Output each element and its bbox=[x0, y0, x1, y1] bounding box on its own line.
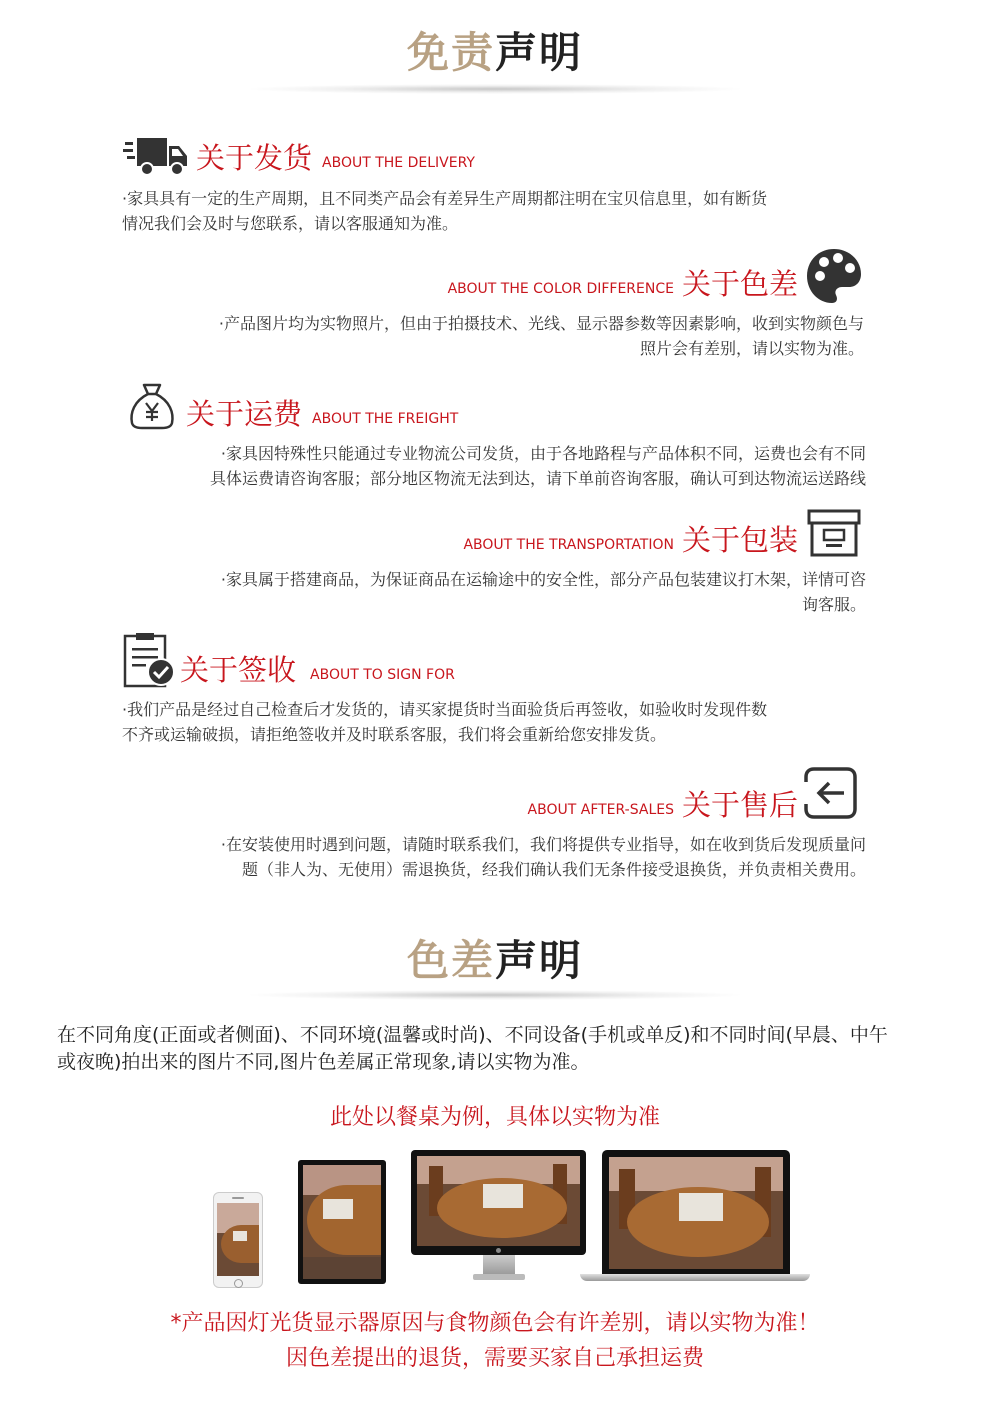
section-color-text bbox=[219, 311, 864, 361]
disclaimer-title bbox=[0, 20, 990, 80]
laptop-base bbox=[580, 1274, 810, 1281]
color-warning bbox=[0, 1306, 990, 1376]
tablet-device bbox=[298, 1160, 386, 1284]
section-freight-title bbox=[186, 398, 466, 430]
color-diff-title-gold: 色差 bbox=[406, 936, 495, 985]
laptop-lid bbox=[602, 1150, 790, 1274]
example-note: 此处以餐桌为例，具体以实物为准 bbox=[329, 1105, 660, 1130]
text-line: 情况我们会及时与您联系，请以客服通知为准。 bbox=[122, 214, 459, 233]
warning-line: 因色差提出的退货，需要买家自己承担运费 bbox=[285, 1346, 704, 1371]
tablet-screen-photo bbox=[303, 1165, 381, 1279]
truck-icon bbox=[123, 136, 189, 182]
palette-icon bbox=[804, 246, 864, 310]
section-freight-text bbox=[210, 441, 866, 491]
text-line: 题（非人为、无使用）需退换货，经我们确认我们无条件接受退换货，并负责相关费用。 bbox=[241, 860, 866, 879]
title-divider bbox=[250, 990, 740, 1000]
monitor-bezel bbox=[411, 1150, 586, 1255]
text-line: ·产品图片均为实物照片，但由于拍摄技术、光线、显示器参数等因素影响，收到实物颜色与 bbox=[218, 314, 864, 333]
text-line: ·家具具有一定的生产周期，且不同类产品会有差异生产周期都注明在宝贝信息里，如有断货 bbox=[122, 189, 768, 208]
section-sign-cn: 关于签收 bbox=[180, 653, 297, 687]
section-color-title bbox=[440, 268, 798, 300]
section-package-text bbox=[221, 567, 866, 617]
title-divider bbox=[250, 84, 740, 94]
monitor-screen-photo bbox=[417, 1156, 580, 1246]
section-aftersales-title bbox=[520, 789, 798, 821]
section-aftersales-en: ABOUT AFTER-SALES bbox=[527, 802, 674, 818]
monitor-logo bbox=[496, 1248, 501, 1253]
monitor-base bbox=[473, 1274, 525, 1280]
package-box-icon bbox=[807, 509, 861, 561]
section-freight-en: ABOUT THE FREIGHT bbox=[312, 411, 459, 427]
money-bag-icon bbox=[128, 381, 176, 435]
laptop-screen-photo bbox=[609, 1157, 783, 1269]
warning-line: *产品因灯光货显示器原因与食物颜色会有许差别，请以实物为准！ bbox=[170, 1311, 820, 1336]
section-package-title bbox=[455, 524, 798, 556]
phone-home-button bbox=[234, 1279, 243, 1288]
text-line: 具体运费请咨询客服；部分地区物流无法到达，请下单前咨询客服，确认可到达物流运送路线 bbox=[209, 469, 866, 488]
section-color-en: ABOUT THE COLOR DIFFERENCE bbox=[447, 281, 674, 297]
text-line: 在不同角度(正面或者侧面)、不同环境(温馨或时尚)、不同设备(手机或单反)和不同时间(早晨、中午 bbox=[57, 1024, 888, 1046]
disclaimer-title-dark: 声明 bbox=[495, 28, 584, 77]
text-line: 不齐或运输破损，请拒绝签收并及时联系客服，我们将会重新给您安排发货。 bbox=[122, 725, 667, 744]
color-diff-title bbox=[0, 928, 990, 988]
section-aftersales-text bbox=[221, 832, 866, 882]
section-delivery-cn: 关于发货 bbox=[196, 141, 313, 175]
text-line: ·家具因特殊性只能通过专业物流公司发货，由于各地路程与产品体积不同，运费也会有不同 bbox=[220, 444, 866, 463]
color-diff-title-dark: 声明 bbox=[495, 936, 584, 985]
disclaimer-title-gold: 免责 bbox=[406, 28, 495, 77]
section-freight-cn: 关于运费 bbox=[186, 397, 303, 431]
phone-screen-photo bbox=[217, 1203, 259, 1276]
section-sign-text bbox=[122, 697, 767, 747]
section-color-cn: 关于色差 bbox=[681, 267, 798, 301]
text-line: 照片会有差别，请以实物为准。 bbox=[639, 339, 864, 358]
section-aftersales-cn: 关于售后 bbox=[681, 788, 798, 822]
section-sign-title bbox=[180, 654, 463, 686]
text-line: ·我们产品是经过自己检查后才发货的，请买家提货时当面验货后再签收，如验收时发现件数 bbox=[122, 700, 768, 719]
section-sign-en: ABOUT TO SIGN FOR bbox=[310, 667, 455, 683]
section-delivery-title bbox=[196, 142, 483, 174]
section-delivery-text bbox=[122, 186, 767, 236]
section-delivery-en: ABOUT THE DELIVERY bbox=[322, 155, 475, 171]
clipboard-check-icon bbox=[123, 632, 177, 692]
color-diff-paragraph bbox=[57, 1022, 937, 1076]
monitor-device bbox=[411, 1150, 586, 1284]
text-line: 询客服。 bbox=[801, 595, 866, 614]
return-arrow-icon bbox=[804, 766, 858, 824]
text-line: ·在安装使用时遇到问题，请随时联系我们，我们将提供专业指导，如在收到货后发现质量问 bbox=[220, 835, 866, 854]
section-package-cn: 关于包装 bbox=[681, 523, 798, 557]
phone-device bbox=[213, 1192, 263, 1288]
text-line: ·家具属于搭建商品，为保证商品在运输途中的安全性，部分产品包装建议打木架，详情可咨 bbox=[220, 570, 866, 589]
phone-speaker bbox=[232, 1197, 244, 1199]
section-package-en: ABOUT THE TRANSPORTATION bbox=[463, 537, 674, 553]
monitor-stand bbox=[483, 1255, 515, 1275]
laptop-device bbox=[580, 1150, 810, 1284]
text-line: 或夜晚)拍出来的图片不同,图片色差属正常现象,请以实物为准。 bbox=[57, 1051, 590, 1073]
